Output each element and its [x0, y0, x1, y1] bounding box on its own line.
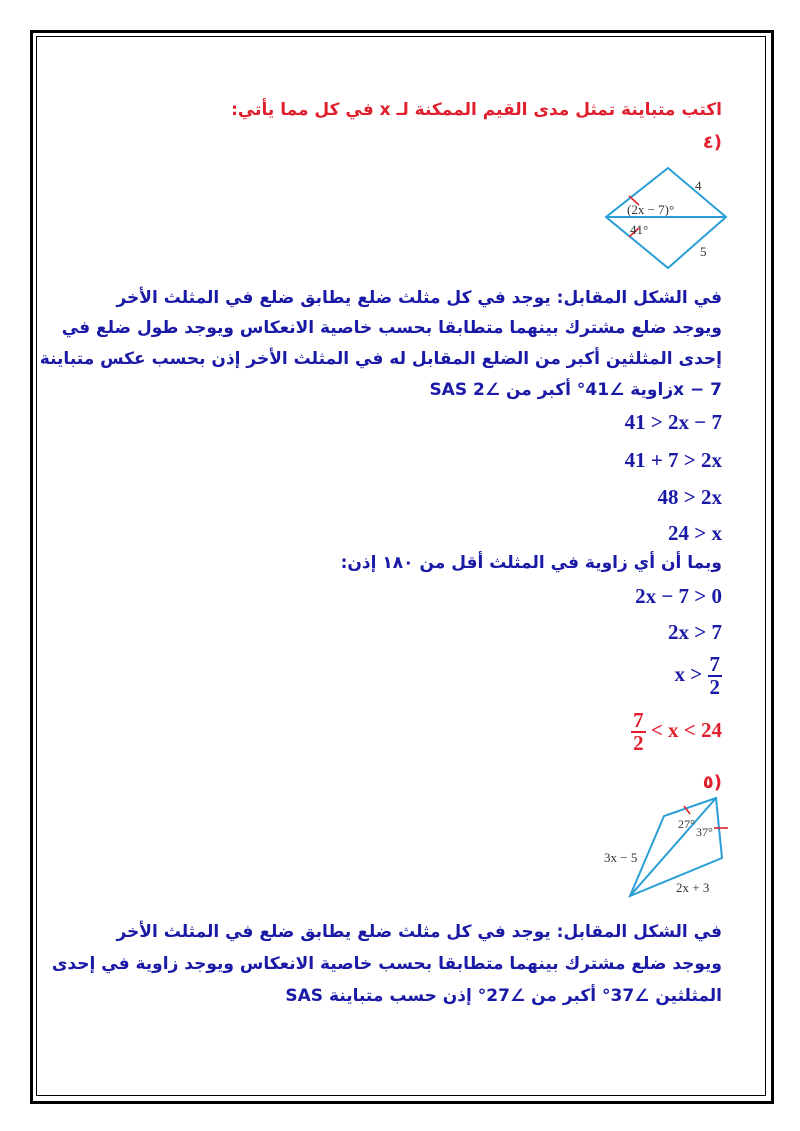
side-label-bottom: 2x + 3 — [676, 880, 710, 895]
instruction-heading: اكتب متباينة تمثل مدى القيم الممكنة لـ x في كل مما يأتي: — [231, 100, 722, 120]
p4-final-right: < x < 24 — [650, 717, 722, 742]
p5-text-line-3: المثلثين ∠37° أكبر من ∠27° إذن حسب متباينة SAS — [285, 986, 722, 1006]
quadrilateral-figure-5 — [604, 794, 734, 902]
p4-step-2: 41 + 7 > 2x — [624, 448, 722, 472]
p4-step-6: 2x > 7 — [668, 620, 722, 644]
p4-step-5: 2x − 7 > 0 — [635, 584, 722, 608]
fraction-seven-halves — [708, 654, 723, 698]
angle-label-right: 37° — [696, 825, 713, 839]
p5-text-line-2: ويوجد ضلع مشترك بينهما متطابقا بحسب خاصية الانعكاس ويوجد زاوية في إحدى — [51, 954, 722, 974]
p4-text-line-1: في الشكل المقابل: يوجد في كل مثلث ضلع يطابق ضلع في المثلث الأخر — [116, 288, 722, 308]
side-label-left: 3x − 5 — [604, 850, 638, 865]
fraction-denominator: 2 — [633, 731, 644, 755]
p4-step-4: 24 > x — [668, 521, 722, 545]
p4-final-answer — [631, 710, 722, 754]
p4-step-1: 41 > 2x − 7 — [624, 410, 722, 434]
fraction-seven-halves-final — [631, 710, 646, 754]
p5-text-line-1: في الشكل المقابل: يوجد في كل مثلث ضلع يطابق ضلع في المثلث الأخر — [116, 922, 722, 942]
p4-text-line-3: إحدى المثلثين أكبر من الضلع المقابل له في المثلث الأخر إذن بحسب عكس متباينة — [39, 349, 722, 369]
fraction-numerator: 7 — [633, 708, 644, 732]
side-label-top: 4 — [695, 178, 702, 193]
side-label-bottom: 5 — [700, 244, 707, 259]
angle-label-top: 27° — [678, 817, 695, 831]
kite-figure-4 — [600, 164, 732, 272]
p4-text-line-2: ويوجد ضلع مشترك بينهما متطابقا بحسب خاصية الانعكاس ويوجد طول ضلع في — [61, 318, 722, 338]
problem-number-5: ٥) — [702, 772, 722, 793]
p4-text-line-5: وبما أن أي زاوية في المثلث أقل من ١٨٠ إذن: — [340, 553, 722, 573]
fraction-denominator: 2 — [709, 675, 720, 699]
p4-step-7 — [675, 654, 722, 698]
p4-text-line-4: SAS زاوية ∠41° أكبر من ∠2x − 7 — [429, 380, 722, 400]
p4-step-3: 48 > 2x — [657, 485, 722, 509]
p4-step-7-left: x > — [674, 661, 703, 686]
angle-label-bottom: 41° — [630, 222, 649, 237]
fraction-numerator: 7 — [709, 652, 720, 676]
problem-number-4: ٤) — [702, 132, 722, 153]
angle-label-top: (2x − 7)° — [627, 202, 675, 217]
